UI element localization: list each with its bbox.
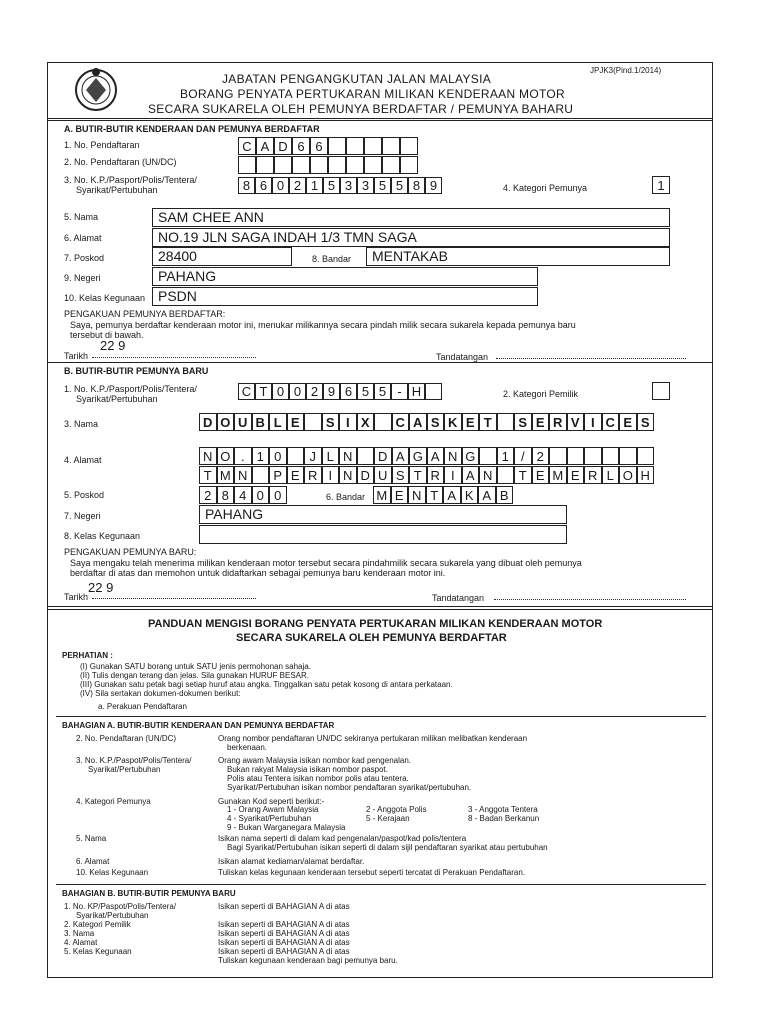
ic-cell[interactable]: 6: [255, 177, 272, 194]
pengakuan-b-text-1: Saya mengaku telah menerima milikan kenderaan motor tersebut secara pindahmilik secara sukarela yang dibuat oleh pemunya: [70, 558, 582, 568]
poskod-b-boxes[interactable]: [199, 486, 287, 504]
guide-a3-text-2: Bukan rakyat Malaysia isikan nombor paspot.: [227, 765, 388, 774]
guide-b-last: Tuliskan kegunaan kenderaan bagi pemunya baru.: [218, 956, 398, 965]
label-alamat-b: 4. Alamat: [64, 455, 102, 465]
alamat-b-cell[interactable]: E: [532, 466, 550, 484]
divider: [47, 120, 713, 121]
nama-b-cell[interactable]: C: [392, 413, 410, 431]
nama-b-cell[interactable]: I: [339, 413, 357, 431]
label-ic-a-2: Syarikat/Pertubuhan: [76, 185, 158, 195]
alamat-b-cell[interactable]: N: [339, 447, 357, 465]
alamat-b-cell[interactable]: [602, 447, 620, 465]
kod-9: 9 - Bukan Warganegara Malaysia: [227, 823, 346, 832]
guide-a6-text: Isikan alamat kediaman/alamat berdaftar.: [218, 857, 365, 866]
ic-b-cell[interactable]: H: [408, 383, 425, 400]
alamat-b-cell[interactable]: [357, 447, 375, 465]
nama-b-cell[interactable]: S: [514, 413, 532, 431]
alamat-b-cell[interactable]: T: [409, 466, 427, 484]
ic-b-cell[interactable]: 0: [289, 383, 306, 400]
ic-no-a-boxes[interactable]: [238, 177, 442, 194]
jpj-logo: [72, 66, 120, 112]
guide-a10-text: Tuliskan kelas kegunaan kenderaan tersebut seperti tercatat di Perakuan Pendaftaran.: [218, 868, 526, 877]
nama-a-field[interactable]: SAM CHEE ANN: [152, 208, 670, 227]
alamat-b-cell[interactable]: A: [462, 466, 480, 484]
perhatian-2: (II) Tulis dengan terang dan jelas. Sila gunakan HURUF BESAR.: [80, 671, 310, 680]
nama-b-cell[interactable]: B: [252, 413, 270, 431]
alamat-b-cell[interactable]: L: [602, 466, 620, 484]
ic-cell[interactable]: 0: [272, 177, 289, 194]
nama-b-cell[interactable]: R: [549, 413, 567, 431]
undc-cell[interactable]: [256, 156, 274, 174]
kelas-b-field[interactable]: [199, 525, 567, 544]
reg-no-cell[interactable]: [364, 137, 382, 155]
bandar-b-boxes[interactable]: [373, 486, 513, 504]
label-ic-b-1: 1. No. K.P./Pasport/Polis/Tentera/: [64, 384, 197, 394]
alamat-b-cell[interactable]: S: [392, 466, 410, 484]
undc-cell[interactable]: [292, 156, 310, 174]
ic-no-b-boxes[interactable]: [238, 383, 442, 400]
ic-b-cell[interactable]: 5: [357, 383, 374, 400]
reg-no-cell[interactable]: [328, 137, 346, 155]
kod-8: 8 - Badan Berkanun: [468, 814, 540, 823]
nama-b-cell[interactable]: S: [427, 413, 445, 431]
negeri-a-field[interactable]: PAHANG: [152, 267, 538, 286]
guide-a5-text-2: Bagi Syarikat/Pertubuhan isikan seperti di dalam sijil pendaftaran syarikat atau pertubuhan: [227, 843, 548, 852]
tandatangan-b-label: Tandatangan: [432, 593, 485, 603]
nama-b-cell[interactable]: S: [637, 413, 655, 431]
label-negeri-a: 9. Negeri: [64, 273, 101, 283]
alamat-b-cell[interactable]: .: [234, 447, 252, 465]
ic-b-cell[interactable]: 2: [306, 383, 323, 400]
bandar-b-cell[interactable]: M: [373, 486, 391, 504]
guide-a3-text-4: Syarikat/Pertubuhan isikan nombor pendaftaran syarikat/pertubuhan.: [227, 783, 472, 792]
nama-b-cell[interactable]: E: [532, 413, 550, 431]
reg-no-cell[interactable]: C: [238, 137, 256, 155]
guide-a4-text: Gunakan Kod seperti berikut:-: [218, 797, 325, 806]
bandar-b-cell[interactable]: T: [426, 486, 444, 504]
label-bandar-b: 6. Bandar: [326, 492, 366, 502]
nama-b-cell[interactable]: I: [584, 413, 602, 431]
alamat-b-cell[interactable]: [619, 447, 637, 465]
tarikh-a-label: Tarikh: [64, 351, 89, 361]
guide-a5-text-1: Isikan nama seperti di dalam kad pengenalan/paspot/kad polis/tentera: [218, 834, 467, 843]
tandatangan-a-label: Tandatangan: [436, 352, 489, 362]
guide-b1-text: Isikan seperti di BAHAGIAN A di atas: [218, 902, 350, 911]
alamat-a-field[interactable]: NO.19 JLN SAGA INDAH 1/3 TMN SAGA: [152, 228, 670, 247]
guide-b4-label: 4. Alamat: [64, 938, 98, 947]
alamat-b-cell[interactable]: 0: [269, 447, 287, 465]
bandar-b-cell[interactable]: N: [408, 486, 426, 504]
alamat-b-cell[interactable]: R: [304, 466, 322, 484]
poskod-b-cell[interactable]: 4: [234, 486, 252, 504]
nama-b-cell[interactable]: D: [199, 413, 217, 431]
reg-no-cell[interactable]: [400, 137, 418, 155]
section-b-heading: B. BUTIR-BUTIR PEMUNYA BARU: [64, 366, 209, 376]
label-bandar-a: 8. Bandar: [312, 254, 352, 264]
alamat-b-boxes-2[interactable]: [199, 466, 654, 484]
tarikh-b-value[interactable]: 22 9: [88, 580, 114, 595]
alamat-b-cell[interactable]: 1: [497, 447, 515, 465]
kod-1: 1 - Orang Awam Malaysia: [227, 805, 319, 814]
divider: [56, 716, 706, 717]
alamat-b-cell[interactable]: A: [427, 447, 445, 465]
poskod-b-cell[interactable]: 0: [269, 486, 287, 504]
bandar-b-cell[interactable]: A: [478, 486, 496, 504]
guide-b1-label-2: Syarikat/Pertubuhan: [76, 911, 149, 920]
nama-b-cell[interactable]: T: [479, 413, 497, 431]
bandar-b-cell[interactable]: B: [496, 486, 514, 504]
alamat-b-cell[interactable]: E: [287, 466, 305, 484]
alamat-b-cell[interactable]: N: [234, 466, 252, 484]
negeri-b-field[interactable]: PAHANG: [199, 505, 567, 524]
divider: [47, 362, 713, 363]
guide-b2-label: 2. Kategori Pemilik: [64, 920, 131, 929]
form-code: JPJK3(Pind.1/2014): [590, 66, 662, 75]
bandar-b-cell[interactable]: E: [391, 486, 409, 504]
ic-cell[interactable]: 3: [357, 177, 374, 194]
alamat-b-cell[interactable]: [567, 447, 585, 465]
ic-b-cell[interactable]: 6: [340, 383, 357, 400]
kelas-a-field[interactable]: PSDN: [152, 287, 538, 306]
alamat-b-cell[interactable]: D: [374, 447, 392, 465]
alamat-b-cell[interactable]: N: [199, 447, 217, 465]
label-undc: 2. No. Pendaftaran (UN/DC): [64, 157, 177, 167]
guide-b3-text: Isikan seperti di BAHAGIAN A di atas: [218, 929, 350, 938]
alamat-b-cell[interactable]: /: [514, 447, 532, 465]
alamat-b-cell[interactable]: E: [567, 466, 585, 484]
tarikh-b-line: [92, 586, 256, 599]
label-nama-b: 3. Nama: [64, 419, 99, 429]
alamat-b-cell[interactable]: N: [479, 466, 497, 484]
kategori-pemilik-box[interactable]: [652, 382, 670, 400]
alamat-b-cell[interactable]: N: [444, 447, 462, 465]
header-title-1: JABATAN PENGANGKUTAN JALAN MALAYSIA: [222, 72, 492, 86]
ic-cell[interactable]: 3: [340, 177, 357, 194]
alamat-b-cell[interactable]: J: [304, 447, 322, 465]
nama-b-cell[interactable]: [374, 413, 392, 431]
divider: [56, 884, 706, 885]
tandatangan-b-line[interactable]: [494, 589, 686, 600]
reg-no-boxes[interactable]: [238, 137, 418, 155]
label-kelas-b: 8. Kelas Kegunaan: [64, 531, 141, 541]
ic-cell[interactable]: 1: [306, 177, 323, 194]
header-title-2: BORANG PENYATA PERTUKARAN MILIKAN KENDERAAN MOTOR: [180, 87, 565, 101]
bandar-b-cell[interactable]: K: [461, 486, 479, 504]
alamat-b-cell[interactable]: O: [217, 447, 235, 465]
undc-cell[interactable]: [346, 156, 364, 174]
alamat-b-cell[interactable]: [637, 447, 655, 465]
alamat-b-cell[interactable]: O: [619, 466, 637, 484]
alamat-b-cell[interactable]: T: [199, 466, 217, 484]
label-ic-a-1: 3. No. K.P./Pasport/Polis/Tentera/: [64, 175, 197, 185]
label-poskod-a: 7. Poskod: [64, 253, 105, 263]
nama-b-cell[interactable]: E: [287, 413, 305, 431]
alamat-b-cell[interactable]: R: [584, 466, 602, 484]
pengakuan-a-title: PENGAKUAN PEMUNYA BERDAFTAR:: [64, 309, 226, 319]
guide-b5-label: 5. Kelas Kegunaan: [64, 947, 132, 956]
guide-a10-label: 10. Kelas Kegunaan: [76, 868, 149, 877]
guide-a3-text-3: Polis atau Tentera isikan nombor polis atau tentera.: [227, 774, 409, 783]
alamat-b-cell[interactable]: 1: [252, 447, 270, 465]
nama-b-cell[interactable]: L: [269, 413, 287, 431]
bandar-b-cell[interactable]: A: [443, 486, 461, 504]
guide-a5-label: 5. Nama: [76, 834, 107, 843]
alamat-b-cell[interactable]: I: [444, 466, 462, 484]
guide-b1-label-1: 1. No. KP/Paspot/Polis/Tentera/: [64, 902, 177, 911]
guide-a4-label: 4. Kategori Pemunya: [76, 797, 151, 806]
alamat-b-cell[interactable]: T: [514, 466, 532, 484]
alamat-b-cell[interactable]: M: [217, 466, 235, 484]
ic-cell[interactable]: 2: [289, 177, 306, 194]
ic-b-cell[interactable]: 0: [272, 383, 289, 400]
tarikh-b-label: Tarikh: [64, 592, 89, 602]
guide-a2-label: 2. No. Pendaftaran (UN/DC): [76, 734, 177, 743]
nama-b-cell[interactable]: U: [234, 413, 252, 431]
guide-a3-label-2: Syarikat/Pertubuhan: [88, 765, 161, 774]
tandatangan-a-line[interactable]: [496, 348, 686, 359]
poskod-a-field[interactable]: 28400: [152, 247, 292, 266]
undc-cell[interactable]: [400, 156, 418, 174]
label-negeri-b: 7. Negeri: [64, 511, 101, 521]
kod-5: 5 - Kerajaan: [366, 814, 410, 823]
undc-cell[interactable]: [382, 156, 400, 174]
alamat-b-cell[interactable]: G: [462, 447, 480, 465]
header-title-3: SECARA SUKARELA OLEH PEMUNYA BERDAFTAR / PEMUNYA BAHARU: [148, 102, 574, 116]
alamat-b-boxes-1[interactable]: [199, 447, 654, 465]
ic-cell[interactable]: 5: [323, 177, 340, 194]
ic-b-cell[interactable]: 5: [374, 383, 391, 400]
poskod-b-cell[interactable]: 2: [199, 486, 217, 504]
guide-b2-text: Isikan seperti di BAHAGIAN A di atas: [218, 920, 350, 929]
perhatian-1: (I) Gunakan SATU borang untuk SATU jenis permohonan sahaja.: [80, 662, 311, 671]
alamat-b-cell[interactable]: H: [637, 466, 655, 484]
kod-4: 4 - Syarikat/Pertubuhan: [227, 814, 312, 823]
nama-b-cell[interactable]: V: [567, 413, 585, 431]
guide-a6-label: 6. Alamat: [76, 857, 110, 866]
reg-no-cell[interactable]: 6: [310, 137, 328, 155]
nama-b-cell[interactable]: C: [602, 413, 620, 431]
undc-cell[interactable]: [364, 156, 382, 174]
label-kelas-a: 10. Kelas Kegunaan: [64, 293, 146, 303]
undc-cell[interactable]: [274, 156, 292, 174]
ic-cell[interactable]: 8: [238, 177, 255, 194]
undc-cell[interactable]: [310, 156, 328, 174]
guide-a2-text-1: Orang nombor pendaftaran UN/DC sekiranya pertukaran milikan melibatkan kenderaan: [218, 734, 528, 743]
alamat-b-cell[interactable]: N: [339, 466, 357, 484]
label-reg-no: 1. No. Pendaftaran: [64, 140, 140, 150]
section-a-heading: A. BUTIR-BUTIR KENDERAAN DAN PEMUNYA BERDAFTAR: [64, 124, 320, 134]
alamat-b-cell[interactable]: 2: [532, 447, 550, 465]
guide-a3-label-1: 3. No. K.P./Paspot/Polis/Tentera/: [76, 756, 192, 765]
undc-boxes[interactable]: [238, 156, 418, 174]
undc-cell[interactable]: [238, 156, 256, 174]
label-nama-a: 5. Nama: [64, 212, 99, 222]
bahagian-b-heading: BAHAGIAN B. BUTIR-BUTIR PEMUNYA BARU: [62, 889, 236, 898]
nama-b-cell[interactable]: E: [619, 413, 637, 431]
pengakuan-b-text-2: berdaftar di atas dan memohon untuk didaftarkan sebagai pemunya baru kenderaan motor ini.: [70, 568, 446, 578]
nama-b-cell[interactable]: K: [444, 413, 462, 431]
perhatian-3: (III) Gunakan satu petak bagi setiap huruf atau angka. Tinggalkan satu petak kosong di antara perkataan.: [80, 680, 453, 689]
alamat-b-cell[interactable]: I: [322, 466, 340, 484]
label-kategori-pemunya: 4. Kategori Pemunya: [503, 183, 588, 193]
label-kategori-pemilik: 2. Kategori Pemilik: [503, 389, 579, 399]
reg-no-cell[interactable]: D: [274, 137, 292, 155]
reg-no-cell[interactable]: 6: [292, 137, 310, 155]
bahagian-a-heading: BAHAGIAN A. BUTIR-BUTIR KENDERAAN DAN PEMUNYA BERDAFTAR: [62, 721, 335, 730]
alamat-b-cell[interactable]: [479, 447, 497, 465]
nama-b-boxes[interactable]: [199, 413, 654, 431]
nama-b-cell[interactable]: E: [462, 413, 480, 431]
tarikh-a-value[interactable]: 22 9: [100, 338, 126, 353]
alamat-b-cell[interactable]: M: [549, 466, 567, 484]
poskod-b-cell[interactable]: 0: [252, 486, 270, 504]
guide-b5-text: Isikan seperti di BAHAGIAN A di atas: [218, 947, 350, 956]
alamat-b-cell[interactable]: D: [357, 466, 375, 484]
poskod-b-cell[interactable]: 8: [217, 486, 235, 504]
guide-title-1: PANDUAN MENGISI BORANG PENYATA PERTUKARAN MILIKAN KENDERAAN MOTOR: [148, 618, 603, 630]
pengakuan-b-title: PENGAKUAN PEMUNYA BARU:: [64, 547, 197, 557]
label-alamat-a: 6. Alamat: [64, 233, 102, 243]
undc-cell[interactable]: [328, 156, 346, 174]
guide-a2-text-2: berkenaan.: [227, 743, 268, 752]
alamat-b-cell[interactable]: [584, 447, 602, 465]
alamat-b-cell[interactable]: U: [374, 466, 392, 484]
pengakuan-a-text-2: tersebut di bawah.: [70, 330, 144, 340]
perhatian-4: (IV) Sila sertakan dokumen-dokumen berikut:: [80, 689, 241, 698]
nama-b-cell[interactable]: O: [217, 413, 235, 431]
perhatian-4a: a. Perakuan Pendaftaran: [98, 702, 187, 711]
pengakuan-a-text-1: Saya, pemunya berdaftar kenderaan motor ini, menukar milikannya secara pindah milik secara sukarela kepada pemunya baru: [70, 320, 576, 330]
alamat-b-cell[interactable]: [497, 466, 515, 484]
guide-title-2: SECARA SUKARELA OLEH PEMUNYA BERDAFTAR: [236, 632, 507, 644]
nama-b-cell[interactable]: S: [322, 413, 340, 431]
alamat-b-cell[interactable]: G: [409, 447, 427, 465]
alamat-b-cell[interactable]: L: [322, 447, 340, 465]
alamat-b-cell[interactable]: [287, 447, 305, 465]
nama-b-cell[interactable]: [497, 413, 515, 431]
kod-2: 2 - Anggota Polis: [366, 805, 427, 814]
ic-b-cell[interactable]: T: [255, 383, 272, 400]
ic-b-cell[interactable]: [425, 383, 442, 400]
divider: [47, 118, 713, 119]
kod-3: 3 - Anggota Tentera: [468, 805, 538, 814]
nama-b-cell[interactable]: X: [357, 413, 375, 431]
reg-no-cell[interactable]: A: [256, 137, 274, 155]
ic-cell[interactable]: 5: [374, 177, 391, 194]
bandar-a-field[interactable]: MENTAKAB: [366, 247, 670, 266]
label-poskod-b: 5. Poskod: [64, 490, 105, 500]
nama-b-cell[interactable]: A: [409, 413, 427, 431]
guide-b3-label: 3. Nama: [64, 929, 95, 938]
ic-cell[interactable]: 8: [408, 177, 425, 194]
alamat-b-cell[interactable]: [252, 466, 270, 484]
perhatian-label: PERHATIAN :: [62, 651, 113, 660]
ic-cell[interactable]: 5: [391, 177, 408, 194]
nama-b-cell[interactable]: [304, 413, 322, 431]
ic-b-cell[interactable]: 9: [323, 383, 340, 400]
ic-cell[interactable]: 9: [425, 177, 442, 194]
ic-b-cell[interactable]: C: [238, 383, 255, 400]
alamat-b-cell[interactable]: R: [427, 466, 445, 484]
alamat-b-cell[interactable]: [549, 447, 567, 465]
kategori-pemunya-box[interactable]: 1: [652, 176, 670, 194]
alamat-b-cell[interactable]: P: [269, 466, 287, 484]
alamat-b-cell[interactable]: A: [392, 447, 410, 465]
guide-b4-text: Isikan seperti di BAHAGIAN A di atas: [218, 938, 350, 947]
label-ic-b-2: Syarikat/Pertubuhan: [76, 394, 158, 404]
ic-b-cell[interactable]: -: [391, 383, 408, 400]
guide-a3-text-1: Orang awam Malaysia isikan nombor kad pengenalan.: [218, 756, 411, 765]
reg-no-cell[interactable]: [346, 137, 364, 155]
reg-no-cell[interactable]: [382, 137, 400, 155]
